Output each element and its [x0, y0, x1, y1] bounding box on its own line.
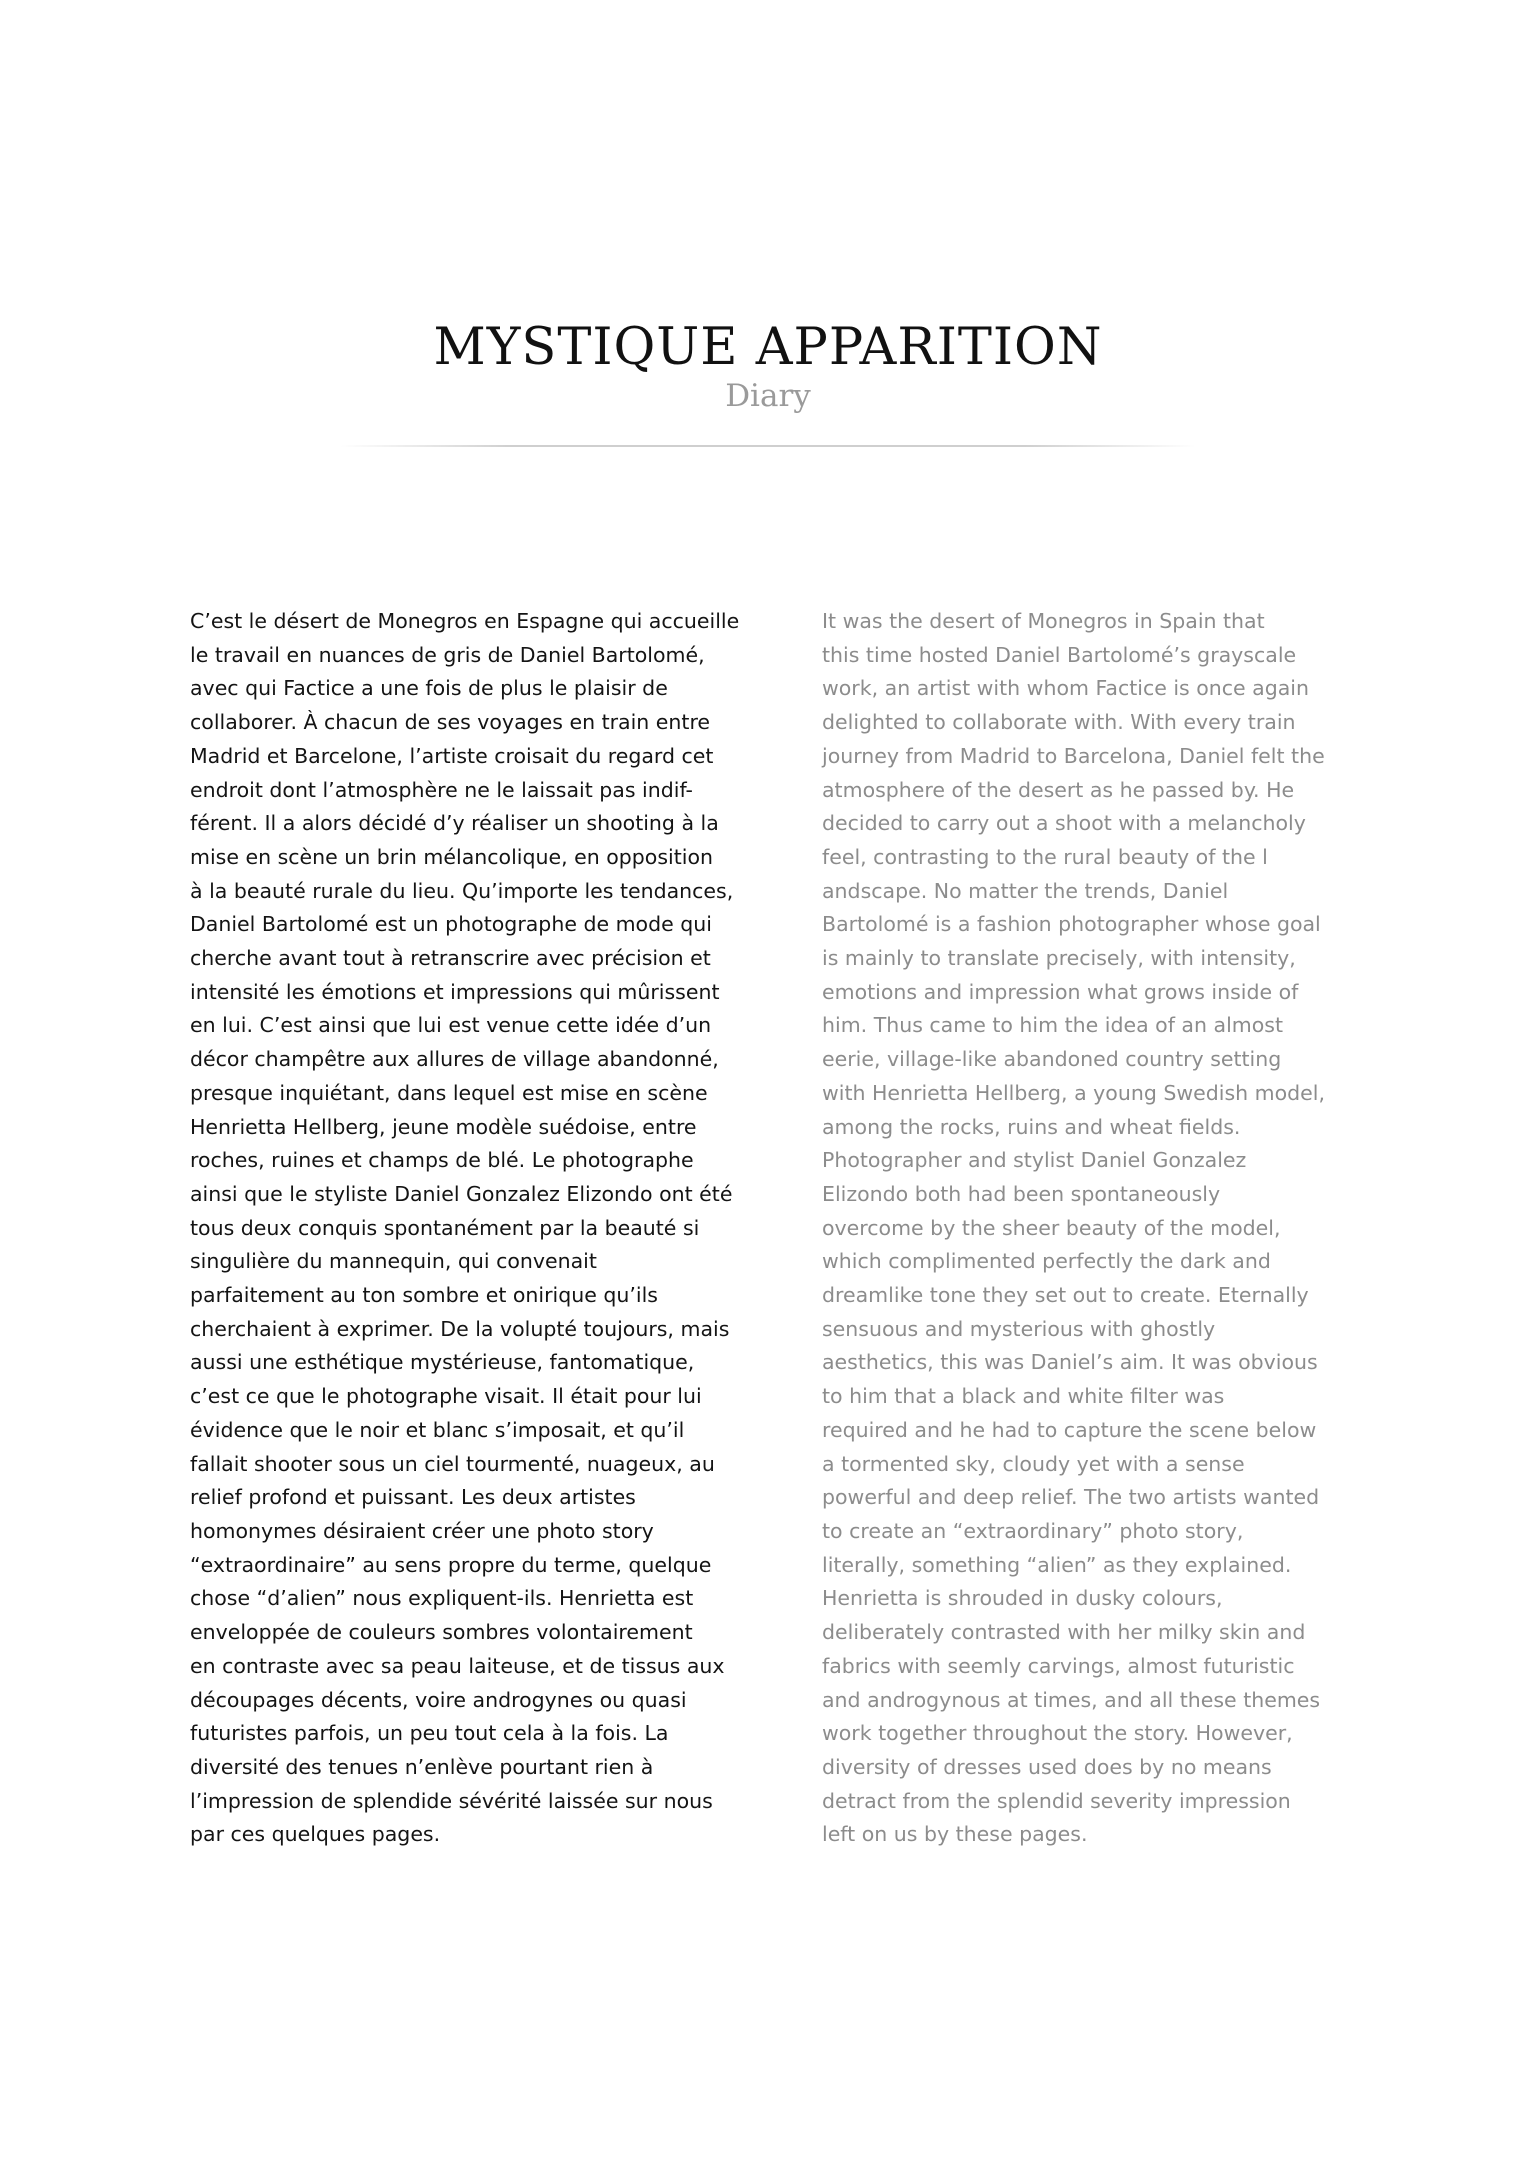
text-line: C’est le désert de Monegros en Espagne qui accueille	[190, 609, 740, 633]
text-line: It was the desert of Monegros in Spain that	[822, 609, 1265, 633]
text-line: en contraste avec sa peau laiteuse, et de tissus aux	[190, 1653, 725, 1678]
text-line: literally, something “alien” as they explained.	[822, 1552, 1292, 1577]
text-line: to create an “extraordinary” photo story,	[822, 1518, 1244, 1543]
text-line: atmosphere of the desert as he passed by. He	[822, 777, 1295, 802]
text-line: with Henrietta Hellberg, a young Swedish model,	[822, 1080, 1325, 1105]
text-line: journey from Madrid to Barcelona, Daniel felt the	[822, 743, 1325, 768]
text-line: homonymes désiraient créer une photo story	[190, 1518, 654, 1543]
text-line: l’impression de splendide sévérité laissée sur nous	[190, 1788, 713, 1813]
text-line: par ces quelques pages.	[190, 1822, 441, 1847]
text-line: avec qui Factice a une fois de plus le plaisir de	[190, 676, 668, 701]
header-divider	[340, 445, 1196, 447]
text-line: “extraordinaire” au sens propre du terme, quelque	[190, 1552, 712, 1577]
text-line: cherche avant tout à retranscrire avec précision et	[190, 946, 711, 971]
text-line: Photographer and stylist Daniel Gonzalez	[822, 1148, 1247, 1173]
text-line: to him that a black and white filter was	[822, 1384, 1225, 1409]
text-line: chose “d’alien” nous expliquent-ils. Henrietta est	[190, 1586, 694, 1611]
text-line: him. Thus came to him the idea of an almost	[822, 1013, 1283, 1038]
text-line: emotions and impression what grows inside of	[822, 979, 1299, 1004]
text-line: enveloppée de couleurs sombres volontairement	[190, 1620, 693, 1645]
text-line: en lui. C’est ainsi que lui est venue cette idée d’un	[190, 1013, 712, 1038]
text-line: Henrietta Hellberg, jeune modèle suédoise, entre	[190, 1114, 697, 1139]
text-line: découpages décents, voire androgynes ou quasi	[190, 1687, 687, 1712]
text-line: andscape. No matter the trends, Daniel	[822, 878, 1229, 903]
article-header	[0, 318, 1536, 414]
text-line: eerie, village-like abandoned country setting	[822, 1047, 1282, 1072]
text-line: aussi une esthétique mystérieuse, fantomatique,	[190, 1350, 695, 1375]
text-line: is mainly to translate precisely, with intensity,	[822, 946, 1296, 971]
text-line: feel, contrasting to the rural beauty of the l	[822, 844, 1268, 869]
text-line: singulière du mannequin, qui convenait	[190, 1249, 597, 1274]
text-line: parfaitement au ton sombre et onirique qu’ils	[190, 1283, 658, 1308]
text-line: à la beauté rurale du lieu. Qu’importe les tendances,	[190, 878, 734, 903]
text-line: Madrid et Barcelone, l’artiste croisait du regard cet	[190, 743, 714, 768]
text-line: le travail en nuances de gris de Daniel Bartolomé,	[190, 642, 705, 667]
text-line: a tormented sky, cloudy yet with a sense	[822, 1451, 1245, 1476]
text-line: detract from the splendid severity impression	[822, 1788, 1291, 1813]
text-line: décor champêtre aux allures de village abandonné,	[190, 1047, 719, 1072]
text-line: dreamlike tone they set out to create. Eternally	[822, 1283, 1309, 1308]
text-line: collaborer. À chacun de ses voyages en train entre	[190, 710, 711, 735]
text-line: powerful and deep relief. The two artists wanted	[822, 1485, 1320, 1510]
text-line: sensuous and mysterious with ghostly	[822, 1316, 1216, 1341]
text-line: fallait shooter sous un ciel tourmenté, nuageux, au	[190, 1451, 715, 1476]
text-line: presque inquiétant, dans lequel est mise en scène	[190, 1080, 708, 1105]
text-line: tous deux conquis spontanément par la beauté si	[190, 1215, 700, 1240]
text-line: delighted to collaborate with. With every train	[822, 710, 1296, 735]
text-line: mise en scène un brin mélancolique, en opposition	[190, 844, 713, 869]
text-line: aesthetics, this was Daniel’s aim. It was obvious	[822, 1350, 1318, 1375]
text-line: and androgynous at times, and all these themes	[822, 1687, 1321, 1712]
text-line: Elizondo both had been spontaneously	[822, 1181, 1221, 1206]
text-line: which complimented perfectly the dark and	[822, 1249, 1271, 1274]
page-title: MYSTIQUE APPARITION	[433, 318, 1103, 377]
text-line: Bartolomé is a fashion photographer whose goal	[822, 912, 1321, 937]
text-line: intensité les émotions et impressions qui mûrissent	[190, 979, 720, 1004]
text-line: cherchaient à exprimer. De la volupté toujours, mais	[190, 1316, 730, 1341]
text-line: work, an artist with whom Factice is once again	[822, 676, 1309, 701]
text-line: diversité des tenues n’enlève pourtant rien à	[190, 1754, 654, 1779]
text-line: futuristes parfois, un peu tout cela à la fois. La	[190, 1721, 669, 1746]
text-line: this time hosted Daniel Bartolomé’s grayscale	[822, 642, 1297, 667]
text-line: relief profond et puissant. Les deux artistes	[190, 1485, 636, 1510]
page-subtitle: Diary	[725, 378, 811, 414]
text-line: ainsi que le styliste Daniel Gonzalez Elizondo ont été	[190, 1181, 733, 1206]
text-line: évidence que le noir et blanc s’imposait, et qu’il	[190, 1417, 685, 1442]
text-line: Henrietta is shrouded in dusky colours,	[822, 1586, 1223, 1611]
french-text-column	[190, 605, 790, 1852]
text-line: endroit dont l’atmosphère ne le laissait pas indif-	[190, 777, 693, 802]
text-line: left on us by these pages.	[822, 1822, 1088, 1847]
text-line: Daniel Bartolomé est un photographe de mode qui	[190, 912, 712, 937]
text-line: decided to carry out a shoot with a melancholy	[822, 811, 1306, 836]
text-line: overcome by the sheer beauty of the model,	[822, 1215, 1281, 1240]
text-line: work together throughout the story. However,	[822, 1721, 1293, 1746]
text-line: deliberately contrasted with her milky skin and	[822, 1620, 1306, 1645]
text-line: diversity of dresses used does by no means	[822, 1754, 1272, 1779]
text-line: férent. Il a alors décidé d’y réaliser un shooting à la	[190, 811, 719, 836]
text-line: roches, ruines et champs de blé. Le photographe	[190, 1148, 694, 1173]
text-line: among the rocks, ruins and wheat fields.	[822, 1114, 1241, 1139]
english-text-column	[822, 605, 1422, 1852]
text-line: required and he had to capture the scene below	[822, 1417, 1317, 1442]
text-line: fabrics with seemly carvings, almost futuristic	[822, 1653, 1295, 1678]
text-line: c’est ce que le photographe visait. Il était pour lui	[190, 1384, 702, 1409]
